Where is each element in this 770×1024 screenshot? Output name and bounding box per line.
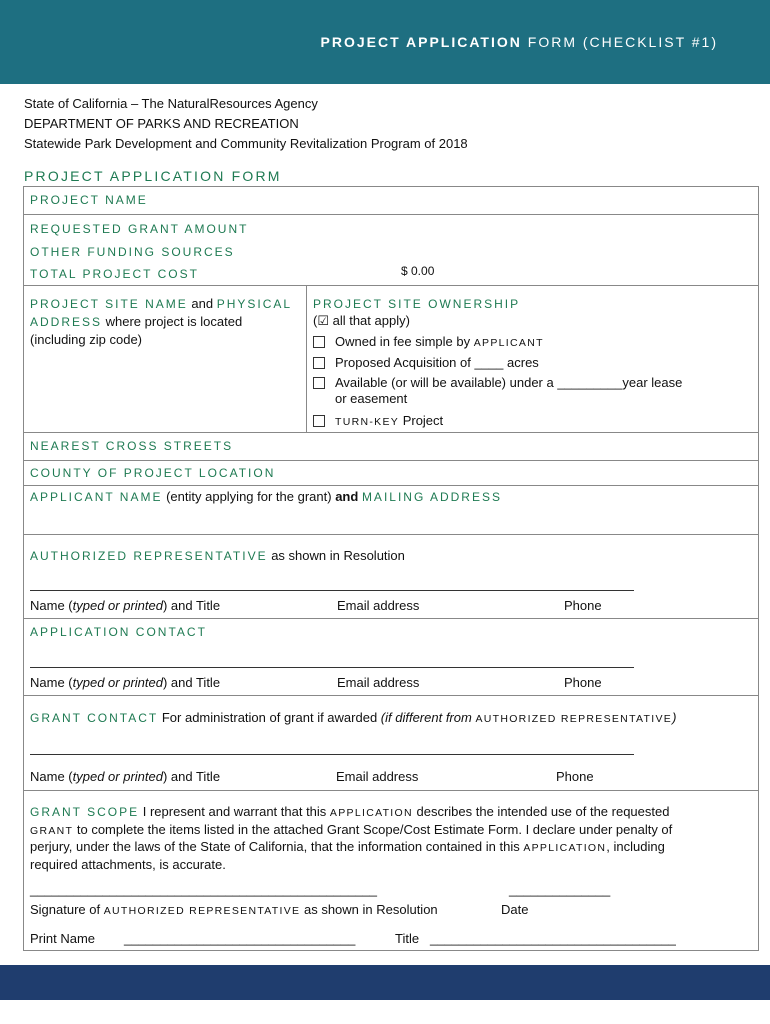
print-name-line[interactable]: ________________________________ — [124, 931, 356, 946]
scope-caps: APPLICATION — [523, 842, 607, 854]
sig-text: Signature of — [30, 902, 104, 917]
total-project-cost-value: $ 0.00 — [401, 264, 435, 278]
requested-grant-amount-label: REQUESTED GRANT AMOUNT — [30, 222, 249, 236]
grant-contact-hint: For administration of grant if awarded — [158, 710, 381, 725]
scope-text: describes the intended use of the requested — [412, 804, 670, 819]
county-field[interactable] — [23, 460, 759, 486]
name-title-caption — [30, 675, 220, 690]
form-title — [321, 34, 718, 50]
date-line[interactable]: ______________ — [509, 882, 611, 897]
option-text-caps: TURN-KEY — [335, 416, 400, 428]
site-address-field[interactable] — [23, 285, 307, 433]
sig-caps: AUTHORIZED REPRESENTATIVE — [103, 905, 301, 917]
nearest-cross-streets-field[interactable] — [23, 432, 759, 461]
form-title-rest: FORM (CHECKLIST #1) — [521, 34, 718, 50]
authorized-representative-section — [23, 534, 759, 619]
zip-hint: (including zip code) — [30, 332, 143, 347]
address-label: ADDRESS — [30, 315, 103, 329]
email-caption: Email address — [336, 769, 419, 784]
site-name-label: PROJECT SITE NAME — [30, 297, 188, 311]
scope-text: perjury, under the laws of the State of California, that the information contained in this — [30, 839, 524, 854]
ownership-option-lease[interactable] — [313, 375, 682, 390]
authorized-rep-label: AUTHORIZED REPRESENTATIVE — [30, 549, 268, 563]
grant-scope-label: GRANT SCOPE — [30, 805, 140, 819]
ownership-option-acquisition[interactable] — [313, 355, 539, 370]
grant-contact-close: ) — [672, 710, 677, 725]
agency-block — [24, 94, 468, 154]
application-contact-section — [23, 618, 759, 696]
caption-part: Name ( — [30, 675, 73, 690]
phone-caption: Phone — [564, 675, 602, 690]
applicant-field[interactable] — [23, 485, 759, 535]
site-address-hint: where project is located — [102, 314, 243, 329]
application-contact-label: APPLICATION CONTACT — [30, 625, 207, 639]
mailing-address-label: MAILING ADDRESS — [361, 490, 502, 504]
option-text-caps: APPLICANT — [473, 337, 544, 349]
signature-caption — [30, 902, 438, 917]
checkbox[interactable] — [313, 415, 325, 427]
other-funding-sources-label: OTHER FUNDING SOURCES — [30, 245, 235, 259]
checkbox[interactable] — [313, 377, 325, 389]
grant-contact-section — [23, 695, 759, 791]
grant-contact-input-line[interactable] — [30, 754, 634, 755]
ownership-option-fee-simple[interactable] — [313, 334, 544, 349]
phone-caption: Phone — [564, 598, 602, 613]
form-title-bold: PROJECT APPLICATION — [320, 34, 522, 50]
caption-part: Name ( — [30, 769, 73, 784]
footer-bar — [0, 965, 770, 1000]
authorized-rep-hint: as shown in Resolution — [267, 548, 405, 563]
applicant-name-label: APPLICANT NAME — [30, 490, 163, 504]
scope-caps: GRANT — [30, 824, 74, 837]
grant-scope-section — [23, 790, 759, 951]
ownership-option-turnkey[interactable] — [313, 413, 443, 428]
option-text: Owned in fee simple by — [335, 334, 474, 349]
nearest-cross-streets-label: NEAREST CROSS STREETS — [30, 439, 234, 453]
checkbox[interactable] — [313, 357, 325, 369]
checkbox[interactable] — [313, 336, 325, 348]
form-heading: PROJECT APPLICATION FORM — [24, 168, 282, 184]
funding-section — [23, 214, 759, 286]
grant-contact-italic: (if different from — [380, 710, 476, 725]
site-name-and: and — [187, 296, 217, 311]
project-name-label: PROJECT NAME — [30, 193, 148, 207]
caption-italic: typed or printed — [72, 769, 163, 784]
scope-text: I represent and warrant that this — [139, 804, 330, 819]
physical-label: PHYSICAL — [216, 297, 293, 311]
application-contact-input-line[interactable] — [30, 667, 634, 668]
caption-italic: typed or printed — [72, 598, 163, 613]
lease-continuation: or easement — [335, 391, 408, 406]
scope-caps: APPLICATION — [329, 807, 413, 819]
option-text: Proposed Acquisition of ____ acres — [335, 355, 539, 370]
email-caption: Email address — [337, 598, 420, 613]
signature-line[interactable]: ________________________________________________ — [30, 882, 378, 897]
ownership-hint: (☑ all that apply) — [313, 313, 410, 328]
caption-part: Name ( — [30, 598, 73, 613]
applicant-and: and — [335, 489, 359, 504]
applicant-hint: (entity applying for the grant) — [162, 489, 336, 504]
total-project-cost-label: TOTAL PROJECT COST — [30, 267, 199, 281]
phone-caption: Phone — [556, 769, 594, 784]
sig-text: as shown in Resolution — [300, 902, 438, 917]
grant-scope-statement — [30, 804, 672, 873]
email-caption: Email address — [337, 675, 420, 690]
authorized-rep-input-line[interactable] — [30, 590, 634, 591]
county-label: COUNTY OF PROJECT LOCATION — [30, 466, 276, 480]
caption-part: ) and Title — [162, 675, 221, 690]
caption-part: ) and Title — [162, 769, 221, 784]
name-title-caption — [30, 598, 220, 613]
option-text: Available (or will be available) under a _________year lease — [335, 375, 683, 390]
name-title-caption — [30, 769, 220, 784]
agency-line-2: DEPARTMENT OF PARKS AND RECREATION — [24, 116, 299, 131]
grant-contact-label: GRANT CONTACT — [30, 711, 159, 725]
caption-part: ) and Title — [162, 598, 221, 613]
grant-contact-caps: AUTHORIZED REPRESENTATIVE — [475, 713, 673, 725]
date-caption: Date — [501, 902, 529, 917]
scope-text: required attachments, is accurate. — [30, 856, 226, 872]
project-name-field[interactable] — [23, 186, 759, 215]
option-text: Project — [399, 413, 444, 428]
header-bar — [0, 0, 770, 84]
title-label: Title — [395, 931, 420, 946]
title-line[interactable]: __________________________________ — [430, 931, 676, 946]
caption-italic: typed or printed — [72, 675, 163, 690]
ownership-label: PROJECT SITE OWNERSHIP — [313, 297, 521, 311]
agency-line-1: State of California – The NaturalResources Agency — [24, 96, 318, 111]
print-name-label: Print Name — [30, 931, 96, 946]
agency-line-3: Statewide Park Development and Community Revitalization Program of 2018 — [24, 136, 468, 151]
scope-text: , including — [606, 839, 665, 854]
scope-text: to complete the items listed in the attached Grant Scope/Cost Estimate Form. I declare under penalty of — [73, 821, 673, 837]
